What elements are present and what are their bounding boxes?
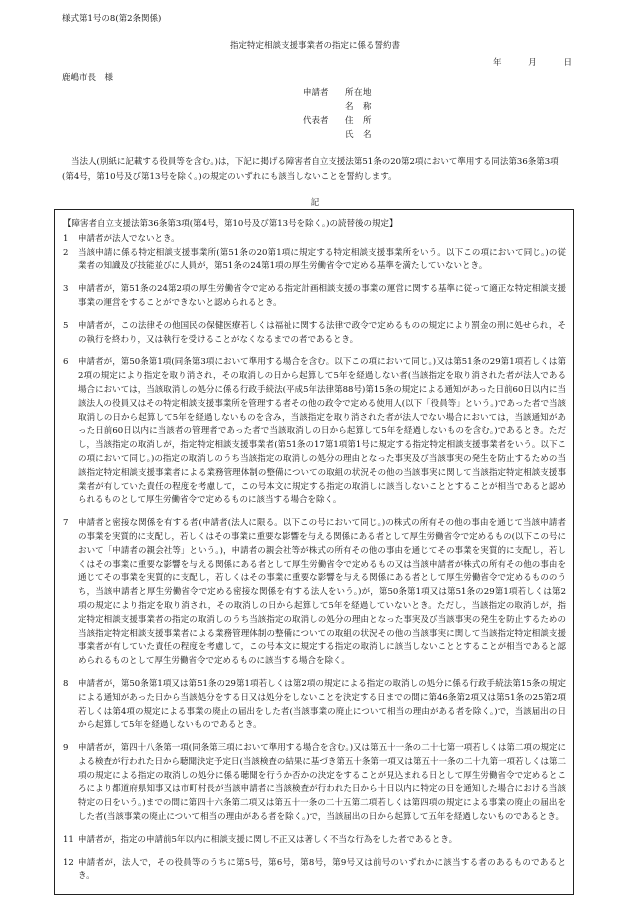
- name-label: 名 称: [345, 102, 373, 112]
- provisions-box: [54, 209, 574, 895]
- applicant-address-row: [303, 86, 405, 100]
- rep-name-label: 氏 名: [345, 130, 373, 140]
- applicant-block: [303, 86, 405, 142]
- clause-text: 申請者が，この法律その他国民の保健医療若しくは福祉に関する法律で政令で定めるものの規定により罰金の刑に処せられ，その執行を終わり，又は執行を受けることがなくなるまでの者であるとき。: [78, 320, 566, 345]
- representative-address-row: [303, 114, 405, 128]
- clause-item: [63, 320, 566, 348]
- clause-number: 3: [63, 284, 69, 295]
- clause-text: 申請者が法人でないとき。: [78, 233, 180, 244]
- date-month: 月: [528, 58, 539, 68]
- provisions-list: [63, 233, 566, 884]
- clause-number: 7: [63, 518, 69, 529]
- pledge-paragraph: 当法人(別紙に記載する役員等を含む。)は，下記に掲げる障害者自立支援法第51条の20第2項において準用する同法第36条第3項(第4号，第10号及び第13号を除く。)の規定のいずれにも該当しないことを誓約します。: [62, 157, 559, 182]
- clause-item: [63, 283, 566, 311]
- clause-number: 5: [63, 320, 69, 331]
- clause-text: 申請者が，第50条第1項又は第51条の29第1項若しくは第2項の規定による指定の取消しの処分に係る行政手続法第15条の規定による通知があった日から当該処分をする日又は処分をしないことを決定する日までの間に第46条第2項又は第51条の25第2項若しくは第4項の規定による事業の廃止の届出をした者(当該事業の廃止について相当の理由がある者を除く。)で，当該届出の日から起算して5年を経過しないものであるとき。: [78, 678, 566, 731]
- clause-text: 申請者が，第50条第1項(同条第3項において準用する場合を含む。以下この項において同じ。)又は第51条の29第1項若しくは第2項の規定により指定を取り消され，その取消しの日から起算して5年を経過しない者(当該指定を取り消された者が法人である場合においては，当該取消しの処分に係る行政手続法(平成5年法律第88号)第15条の規定による通知があった日前60日以内に当該法人の役員又はその特定相談支援事業所を管理する者その他の政令で定める使用人(以下「役員等」という。)であった者で当該取消しの日から起算して5年を経過しないものを含み，当該指定を取り消された者が法人でない場合においては，当該通知があった日前60日以内に当該者の管理者であった者で当該取消しの日から起算して5年を経過しないものを含む。)であるとき。ただし，当該指定の取消しが，指定特定相談支援事業者(第51条の17第1項第1号に規定する指定特定相談支援事業者をいう。以下この項において同じ。)の指定の取消しのうち当該指定の取消しの処分の理由となった事実及び当該事実の発生を防止するための当該指定特定相談支援事業者による業務管理体制の整備についての取組の状況その他の当該事実に関して当該指定特定相談支援事業者が有していた責任の程度を考慮して，この号本文に規定する指定の取消しに該当しないこととすることが相当であると認められるものとして厚生労働省令で定めるものに該当する場合を除く。: [78, 357, 566, 506]
- clause-item: [63, 834, 566, 848]
- clause-item: [63, 356, 566, 508]
- clause-spacer: [63, 508, 566, 517]
- date-day: 日: [563, 58, 574, 68]
- clause-item: [63, 517, 566, 669]
- clause-text: 当該申請に係る特定相談支援事業所(第51条の20第1項に規定する特定相談支援事業所をいう。以下この項において同じ。)の従業者の知識及び技能並びに人員が，第51条の24第1項の厚生労働省令で定める基準を満たしていないとき。: [78, 247, 566, 272]
- clause-spacer: [63, 274, 566, 283]
- clause-item: [63, 742, 566, 825]
- applicant-role: 申請者: [303, 88, 329, 98]
- clause-item: [63, 678, 566, 733]
- clause-item: [63, 233, 566, 247]
- ki-label: 記: [310, 198, 320, 208]
- clause-number: 8: [63, 678, 69, 689]
- clause-text: 申請者が，第51条の24第2項の厚生労働省令で定める指定計画相談支援の事業の運営に関する基準に従って適正な特定相談支援事業の運営をすることができないと認められるとき。: [78, 284, 566, 308]
- date-year: 年: [493, 58, 504, 68]
- clause-number: 12: [63, 857, 74, 868]
- clause-text: 申請者と密接な関係を有する者(申請者(法人に限る。以下この号において同じ。)の株式の所有その他の事由を通じて当該申請者の事業を実質的に支配し，若しくはその事業に重要な影響を与える関係にある者として厚生労働省令で定めるもの(以下この号において「申請者の親会社等」という。)，申請者の親会社等が株式の所有その他の事由を通じてその事業を実質的に支配し，若しくはその事業に重要な影響を与える関係にある者として厚生労働省令で定めるもの又は当該申請者が株式の所有その他の事由を通じてその事業を実質的に支配し，若しくはその事業に重要な影響を与える関係にある者として厚生労働省令で定めるもののうち，当該申請者と厚生労働省令で定める密接な関係を有する法人をいう。)が，第50条第1項又は第51条の29第1項若しくは第2項の規定により指定を取り消され，その取消しの日から起算して5年を経過していないとき。ただし，当該指定の取消しが，指定特定相談支援事業者の指定の取消しのうち当該指定の取消しの処分の理由となった事実及び当該事実の発生を防止するための当該指定特定相談支援事業者による業務管理体制の整備についての取組の状況その他の当該事実に関して当該指定特定相談支援事業者が有していた責任の程度を考慮して，この号本文に規定する指定の取消しに該当しないこととすることが相当であると認められるものとして厚生労働省令で定めるものに該当する場合を除く。: [78, 518, 566, 667]
- clause-number: 2: [63, 247, 69, 258]
- clause-number: 1: [63, 233, 69, 244]
- provisions-heading: 【障害者自立支援法第36条第3項(第4号，第10号及び第13号を除く。)の読替後の規定】: [63, 219, 398, 229]
- clause-text: 申請者が，第四十八条第一項(同条第三項において準用する場合を含む。)又は第五十一条の二十七第一項若しくは第二項の規定による検査が行われた日から聴聞決定予定日(当該検査の結果に基づき第五十条第一項又は第五十一条の二十九第一項若しくは第二項の規定による指定の取消しの処分に係る聴聞を行うか否かの決定をすることが見込まれる日として厚生労働省令で定めるところにより都道府県知事又は市町村長が当該申請者に当該検査が行われた日から十日以内に特定の日を通知した場合における当該特定の日をいう。)までの間に第四十六条第二項又は第五十一条の二十五第二項若しくは第四項の規定による事業の廃止の届出をした者(当該事業の廃止について相当の理由がある者を除く。)で，当該届出の日から起算して五年を経過しないものであるとき。: [78, 743, 566, 823]
- representative-role: 代表者: [303, 116, 329, 126]
- form-number: 様式第1号の8(第2条関係): [62, 14, 162, 24]
- clause-spacer: [63, 825, 566, 834]
- clause-spacer: [63, 347, 566, 356]
- addressee: 鹿嶋市長 様: [62, 73, 114, 83]
- representative-name-row: [303, 128, 405, 142]
- clause-spacer: [63, 848, 566, 857]
- clause-item: [63, 247, 566, 275]
- clause-number: 9: [63, 743, 69, 754]
- applicant-name-row: [303, 100, 405, 114]
- clause-spacer: [63, 311, 566, 320]
- clause-number: 6: [63, 357, 69, 368]
- address-label: 所在地: [345, 88, 373, 98]
- clause-item: [63, 857, 566, 885]
- clause-text: 申請者が，指定の申請前5年以内に相談支援に関し不正又は著しく不当な行為をした者であるとき。: [78, 834, 458, 845]
- clause-number: 11: [63, 834, 74, 845]
- clause-spacer: [63, 733, 566, 742]
- clause-spacer: [63, 669, 566, 678]
- clause-text: 申請者が，法人で，その役員等のうちに第5号，第6号，第8号，第9号又は前号のいずれかに該当する者のあるものであるとき。: [78, 857, 566, 882]
- document-title: 指定特定相談支援事業者の指定に係る誓約書: [229, 41, 400, 51]
- date-line: [493, 56, 594, 68]
- rep-address-label: 住 所: [345, 116, 373, 126]
